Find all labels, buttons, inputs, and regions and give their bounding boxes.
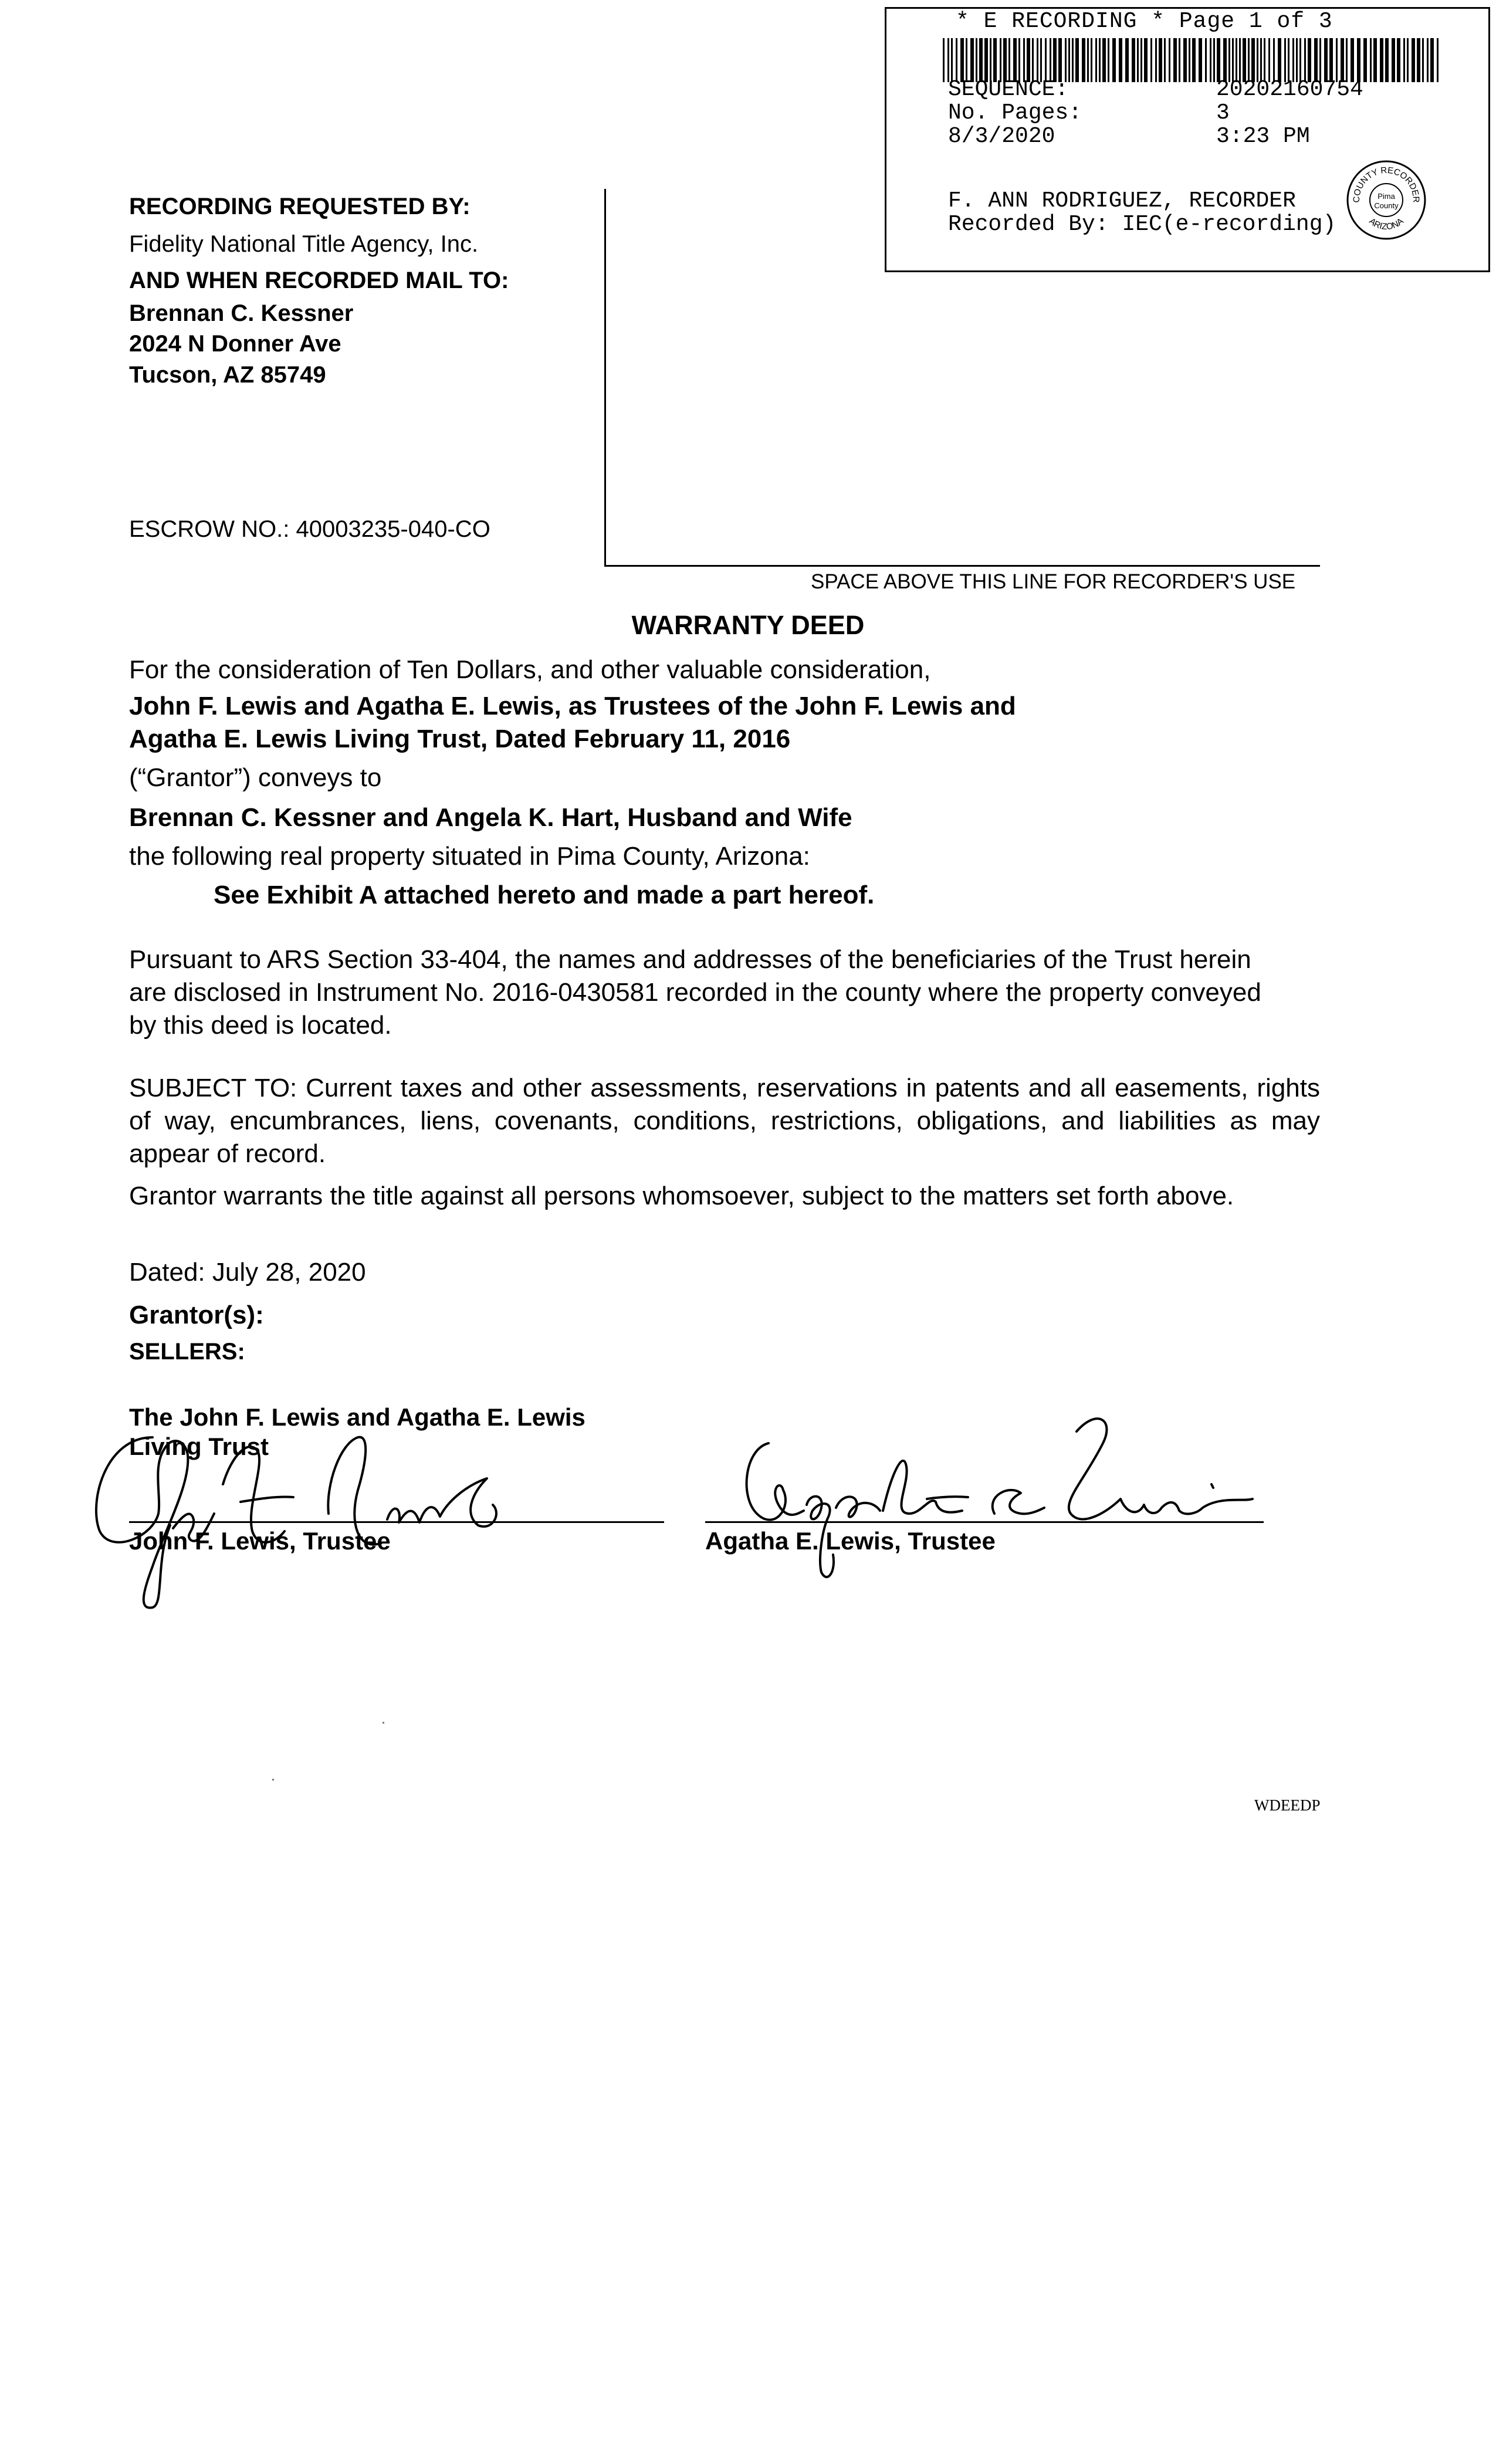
barcode-bar [1304, 38, 1306, 82]
barcode-bar [1058, 38, 1062, 82]
barcode-bar [979, 38, 983, 82]
mail-to-city: Tucson, AZ 85749 [129, 362, 326, 388]
barcode-bar [1091, 38, 1092, 82]
barcode-bar [1102, 38, 1106, 82]
mail-to-label: AND WHEN RECORDED MAIL TO: [129, 268, 509, 293]
pursuant-paragraph: Pursuant to ARS Section 33-404, the names and addresses of the beneficiaries of the Trust herein are disclosed in Instrument No. 2016-0430581 recorded in the county where the property conveyed by this deed is located. [129, 945, 1261, 1040]
barcode-bar [1373, 38, 1377, 82]
barcode-bar [1072, 38, 1074, 82]
barcode-bar [1273, 38, 1275, 82]
barcode-icon [943, 38, 1441, 82]
seal-top-text: COUNTY RECORDER [1351, 165, 1421, 203]
barcode-bar [1357, 38, 1360, 82]
barcode-bar [1251, 38, 1255, 82]
barcode-bar [1125, 38, 1129, 82]
recorded-by: Recorded By: IEC(e-recording) [948, 212, 1336, 237]
barcode-bar [1027, 38, 1030, 82]
barcode-bar [1112, 38, 1116, 82]
barcode-bar [1213, 38, 1215, 82]
barcode-bar [1183, 38, 1187, 82]
barcode-bar [1223, 38, 1227, 82]
barcode-bar [1427, 38, 1429, 82]
barcode-bar [966, 38, 967, 82]
mail-to-name: Brennan C. Kessner [129, 300, 354, 326]
barcode-bar [1150, 38, 1152, 82]
barcode-bar [1380, 38, 1383, 82]
barcode-bar [1068, 38, 1070, 82]
consideration-text: For the consideration of Ten Dollars, and other valuable consideration, [129, 655, 931, 684]
barcode-bar [1023, 38, 1025, 82]
scan-speck [272, 1779, 274, 1781]
barcode-bar [1407, 38, 1409, 82]
barcode-bar [1045, 38, 1047, 82]
barcode-bar [1189, 38, 1190, 82]
barcode-bar [1137, 38, 1139, 82]
barcode-bar [1018, 38, 1020, 82]
grantor-names-line-2: Agatha E. Lewis Living Trust, Dated February 11, 2016 [129, 725, 791, 753]
barcode-bar [1037, 38, 1038, 82]
barcode-bar [1087, 38, 1089, 82]
barcode-bar [1228, 38, 1230, 82]
barcode-bar [1179, 38, 1180, 82]
barcode-bar [1239, 38, 1241, 82]
barcode-bar [956, 38, 957, 82]
barcode-bar [1314, 38, 1318, 82]
barcode-bar [1351, 38, 1354, 82]
barcode-bar [1095, 38, 1097, 82]
dated-text: Dated: July 28, 2020 [129, 1258, 366, 1287]
barcode-bar [1417, 38, 1420, 82]
barcode-bar [1075, 38, 1079, 82]
barcode-bar [1243, 38, 1246, 82]
svg-text:ARIZONA [1367, 216, 1405, 232]
barcode-bar [1385, 38, 1389, 82]
barcode-bar [960, 38, 964, 82]
barcode-bar [1278, 38, 1281, 82]
recording-stamp [885, 7, 1490, 272]
sequence-value: 20202160754 [1216, 77, 1363, 102]
trust-name-line-1: The John F. Lewis and Agatha E. Lewis [129, 1403, 585, 1431]
grantee-names: Brennan C. Kessner and Angela K. Hart, Husband and Wife [129, 803, 852, 832]
barcode-bar [1050, 38, 1051, 82]
barcode-bar [1319, 38, 1321, 82]
barcode-bar [1284, 38, 1286, 82]
recorder-use-line [604, 565, 1320, 567]
barcode-bar [1003, 38, 1007, 82]
barcode-bar [1346, 38, 1348, 82]
barcode-bar [1032, 38, 1034, 82]
barcode-bar [1205, 38, 1207, 82]
barcode-bar [1370, 38, 1372, 82]
barcode-bar [1099, 38, 1101, 82]
conveys-text: (“Grantor”) conveys to [129, 763, 382, 792]
barcode-bar [1108, 38, 1109, 82]
header-divider-vertical [604, 189, 606, 566]
barcode-bar [1292, 38, 1294, 82]
county-seal-icon [1345, 159, 1427, 241]
signer-caption-left: John F. Lewis, Trustee [129, 1527, 391, 1555]
agatha-lewis-signature-icon [733, 1396, 1285, 1596]
barcode-bar [1403, 38, 1405, 82]
barcode-bar [1308, 38, 1311, 82]
barcode-bar [1173, 38, 1177, 82]
recording-date: 8/3/2020 [948, 124, 1055, 149]
barcode-bar [1140, 38, 1142, 82]
barcode-bar [1000, 38, 1001, 82]
barcode-bar [1430, 38, 1434, 82]
barcode-bar [1159, 38, 1162, 82]
pages-label: No. Pages: [948, 100, 1082, 126]
barcode-bar [1268, 38, 1270, 82]
warranty-paragraph: Grantor warrants the title against all persons whomsoever, subject to the matters set forth above. [129, 1182, 1234, 1210]
barcode-bar [1363, 38, 1367, 82]
barcode-bar [1199, 38, 1202, 82]
barcode-bar [1422, 38, 1424, 82]
barcode-bar [1217, 38, 1220, 82]
barcode-bar [1336, 38, 1338, 82]
barcode-bar [1288, 38, 1289, 82]
signer-caption-right: Agatha E. Lewis, Trustee [705, 1527, 996, 1555]
barcode-bar [1008, 38, 1010, 82]
requested-by: Fidelity National Title Agency, Inc. [129, 231, 479, 257]
barcode-bar [943, 38, 945, 82]
barcode-bar [1144, 38, 1148, 82]
barcode-bar [1013, 38, 1017, 82]
recorder-use-note: SPACE ABOVE THIS LINE FOR RECORDER'S USE [811, 570, 1296, 593]
barcode-bar [1296, 38, 1298, 82]
seal-bottom-text: ARIZONA [1367, 216, 1406, 232]
sellers-label: SELLERS: [129, 1339, 245, 1365]
pages-value: 3 [1216, 100, 1230, 126]
subject-to-paragraph: SUBJECT TO: Current taxes and other assessments, reservations in patents and all easements, rights of way, encumbrances, liens, covenants, conditions, restrictions, obligations, and liabilities as may appear of record. [129, 1074, 1320, 1168]
barcode-bar [1164, 38, 1166, 82]
barcode-bar [1392, 38, 1395, 82]
mail-to-street: 2024 N Donner Ave [129, 331, 341, 357]
barcode-bar [1232, 38, 1234, 82]
exhibit-reference: See Exhibit A attached hereto and made a part hereof. [214, 881, 875, 909]
seal-center-text-2: County [1374, 201, 1399, 210]
grantors-label: Grantor(s): [129, 1301, 264, 1329]
barcode-bar [984, 38, 988, 82]
john-lewis-signature-icon [82, 1396, 528, 1619]
barcode-bar [1065, 38, 1067, 82]
barcode-bar [1397, 38, 1400, 82]
sequence-label: SEQUENCE: [948, 77, 1069, 102]
barcode-bar [1437, 38, 1439, 82]
barcode-bar [1248, 38, 1250, 82]
barcode-bar [1412, 38, 1415, 82]
barcode-bar [1260, 38, 1262, 82]
barcode-bar [1132, 38, 1135, 82]
barcode-bar [1082, 38, 1085, 82]
scan-speck [383, 1722, 384, 1724]
barcode-bar [1192, 38, 1196, 82]
barcode-bar [1236, 38, 1237, 82]
barcode-bar [1299, 38, 1301, 82]
form-code: WDEEDP [1254, 1796, 1321, 1814]
stamp-header: * E RECORDING * Page 1 of 3 [956, 9, 1333, 34]
barcode-bar [951, 38, 953, 82]
barcode-bar [1169, 38, 1170, 82]
barcode-bar [1053, 38, 1057, 82]
barcode-bar [1329, 38, 1333, 82]
grantor-names-line-1: John F. Lewis and Agatha E. Lewis, as Trustees of the John F. Lewis and [129, 692, 1016, 720]
barcode-bar [1155, 38, 1157, 82]
barcode-bar [1341, 38, 1344, 82]
barcode-bar [1210, 38, 1211, 82]
barcode-bar [1264, 38, 1265, 82]
barcode-bar [1257, 38, 1258, 82]
trust-name-line-2: Living Trust [129, 1433, 269, 1460]
barcode-bar [947, 38, 949, 82]
barcode-bar [1040, 38, 1042, 82]
recording-requested-by-label: RECORDING REQUESTED BY: [129, 194, 471, 219]
barcode-bar [993, 38, 997, 82]
barcode-bar [990, 38, 991, 82]
recording-time: 3:23 PM [1216, 124, 1310, 149]
recorder-name: F. ANN RODRIGUEZ, RECORDER [948, 188, 1296, 214]
escrow-number: ESCROW NO.: 40003235-040-CO [129, 516, 490, 542]
seal-center-text-1: Pima [1377, 192, 1395, 201]
document-title: WARRANTY DEED [631, 610, 865, 640]
property-location-text: the following real property situated in Pima County, Arizona: [129, 842, 810, 871]
barcode-bar [970, 38, 974, 82]
barcode-bar [1324, 38, 1328, 82]
barcode-bar [976, 38, 977, 82]
barcode-bar [1119, 38, 1122, 82]
